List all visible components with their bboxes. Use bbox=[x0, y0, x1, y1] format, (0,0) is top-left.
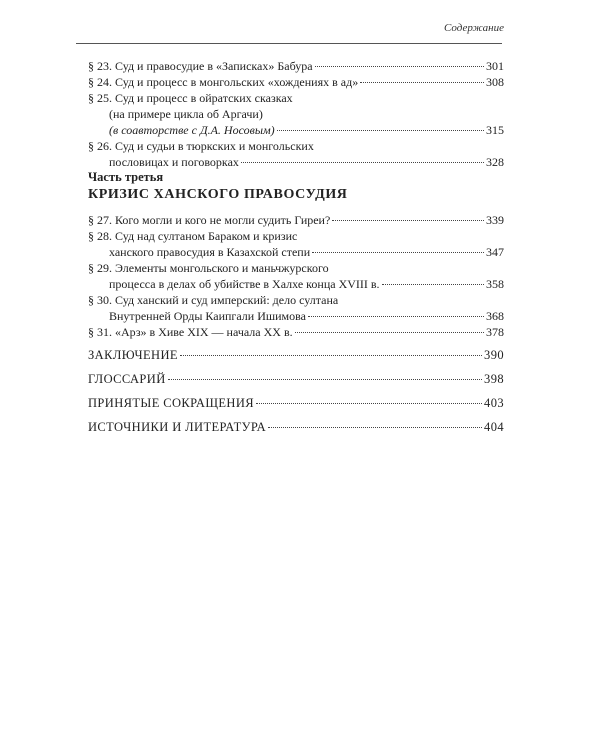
dot-leader bbox=[295, 332, 484, 333]
toc-entry-title: § 28. Суд над султаном Бараком и кризис bbox=[88, 229, 298, 243]
dot-leader bbox=[382, 284, 484, 285]
toc-page-number: 308 bbox=[486, 75, 504, 89]
toc-page-number: 390 bbox=[484, 348, 504, 362]
toc-entry-title-continued: ханского правосудия в Казахской степи bbox=[109, 245, 311, 259]
dot-leader bbox=[241, 162, 484, 163]
toc-page-number: 347 bbox=[486, 245, 504, 259]
toc-entry-title-continued: процесса в делах об убийстве в Халхе конца XVIII в. bbox=[109, 277, 380, 291]
part-title: КРИЗИС ХАНСКОГО ПРАВОСУДИЯ bbox=[88, 187, 348, 202]
toc-entry-s28[interactable] bbox=[88, 228, 504, 260]
toc-entry-title: § 24. Суд и процесс в монгольских «хождениях в ад» bbox=[88, 75, 359, 89]
toc-page-number: 378 bbox=[486, 325, 504, 339]
dot-leader bbox=[168, 379, 482, 380]
running-head: Содержание bbox=[443, 22, 504, 34]
dot-leader bbox=[332, 220, 484, 221]
dot-leader bbox=[312, 252, 484, 253]
dot-leader bbox=[315, 66, 484, 67]
toc-entry-glossary[interactable] bbox=[88, 372, 504, 387]
toc-page-number: 368 bbox=[486, 309, 504, 323]
toc-entry-s29[interactable] bbox=[88, 260, 504, 292]
toc-page-number: 328 bbox=[486, 155, 504, 169]
toc-entry-title: § 23. Суд и правосудие в «Записках» Бабура bbox=[88, 59, 313, 73]
toc-page-number: 398 bbox=[484, 372, 504, 386]
toc-entry-s23[interactable] bbox=[88, 58, 504, 74]
toc-entry-title: § 31. «Арз» в Хиве XIX — начала XX в. bbox=[88, 325, 293, 339]
toc-entry-coauthor-note: (в соавторстве с Д.А. Носовым) bbox=[109, 123, 275, 137]
toc-entry-title-continued: пословицах и поговорках bbox=[109, 155, 239, 169]
toc-entry-title-continued: (на примере цикла об Аргачи) bbox=[109, 107, 263, 121]
toc-entry-s26[interactable] bbox=[88, 138, 504, 170]
toc-entry-title: ИСТОЧНИКИ И ЛИТЕРАТУРА bbox=[88, 420, 267, 434]
dot-leader bbox=[277, 130, 484, 131]
part-label: Часть третья bbox=[88, 170, 164, 184]
toc-page-number: 301 bbox=[486, 59, 504, 73]
toc-entry-title: ГЛОССАРИЙ bbox=[88, 372, 166, 386]
toc-entry-s30[interactable] bbox=[88, 292, 504, 324]
toc-entry-s24[interactable] bbox=[88, 74, 504, 90]
toc-page-number: 339 bbox=[486, 213, 504, 227]
toc-entry-title-continued: Внутренней Орды Каипгали Ишимова bbox=[109, 309, 306, 323]
toc-entry-title: ПРИНЯТЫЕ СОКРАЩЕНИЯ bbox=[88, 396, 254, 410]
toc-entry-title: ЗАКЛЮЧЕНИЕ bbox=[88, 348, 178, 362]
toc-entry-title: § 27. Кого могли и кого не могли судить Гиреи? bbox=[88, 213, 331, 227]
toc-entry-title: § 26. Суд и судьи в тюркских и монгольских bbox=[88, 139, 314, 153]
dot-leader bbox=[308, 316, 484, 317]
toc-entry-s25[interactable] bbox=[88, 90, 504, 138]
toc-page-number: 315 bbox=[486, 123, 504, 137]
dot-leader bbox=[180, 355, 482, 356]
toc-page-number: 404 bbox=[484, 420, 504, 434]
toc-page-number: 358 bbox=[486, 277, 504, 291]
toc-entry-title: § 25. Суд и процесс в ойратских сказках bbox=[88, 91, 293, 105]
toc-page-number: 403 bbox=[484, 396, 504, 410]
toc-entry-s31[interactable] bbox=[88, 324, 504, 340]
toc-entry-abbreviations[interactable] bbox=[88, 396, 504, 411]
dot-leader bbox=[360, 82, 484, 83]
dot-leader bbox=[268, 427, 482, 428]
toc-entry-conclusion[interactable] bbox=[88, 348, 504, 363]
header-rule bbox=[76, 43, 502, 44]
toc-entry-title: § 30. Суд ханский и суд имперский: дело султана bbox=[88, 293, 339, 307]
toc-entry-title: § 29. Элементы монгольского и маньчжурского bbox=[88, 261, 329, 275]
dot-leader bbox=[256, 403, 482, 404]
toc-entry-sources[interactable] bbox=[88, 420, 504, 435]
toc-entry-s27[interactable] bbox=[88, 212, 504, 228]
